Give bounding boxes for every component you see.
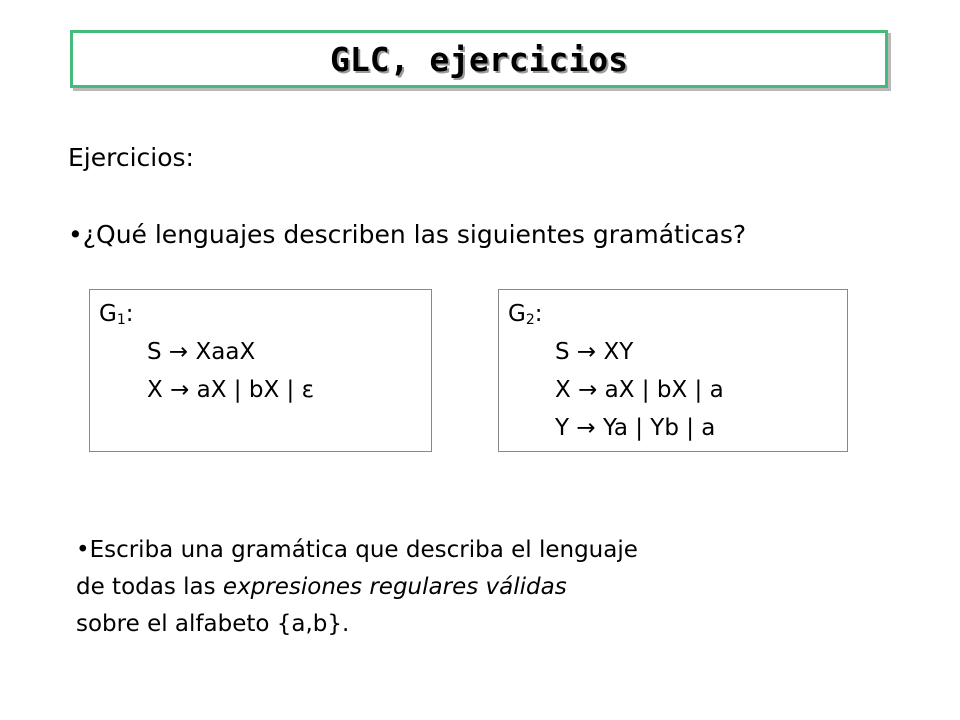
slide-title: GLC, ejercicios (329, 39, 628, 79)
emphasis-text: expresiones regulares válidas (222, 574, 567, 600)
rule-list (147, 333, 314, 409)
grammar-name: $G_2$: (508, 301, 543, 328)
question-2-line-1: •Escriba una gramática que describa el lenguaje (76, 537, 638, 563)
question-1: •¿Qué lenguajes describen las siguientes gramáticas? (68, 220, 747, 249)
grammar-box-g1 (89, 289, 432, 452)
grammar-name: $G_1$: (99, 301, 134, 328)
grammar-box-g2 (498, 289, 848, 452)
rule-list (555, 333, 724, 447)
question-2-line-2: de todas las expresiones regulares válidas (76, 574, 567, 600)
question-2-line-3: sobre el alfabeto {a,b}. (76, 611, 350, 637)
title-box (70, 30, 888, 88)
production-rule: Y → Ya | Yb | a (555, 415, 716, 441)
heading: Ejercicios: (68, 143, 194, 172)
production-rule: X → aX | bX | ε (147, 377, 315, 403)
grammar-subscript: 1 (116, 312, 126, 328)
grammar-subscript: 2 (525, 312, 535, 328)
production-rule: S → XY (555, 339, 634, 365)
production-rule: S → XaaX (147, 339, 256, 365)
question-2 (76, 532, 638, 643)
production-rule: X → aX | bX | a (555, 377, 724, 403)
